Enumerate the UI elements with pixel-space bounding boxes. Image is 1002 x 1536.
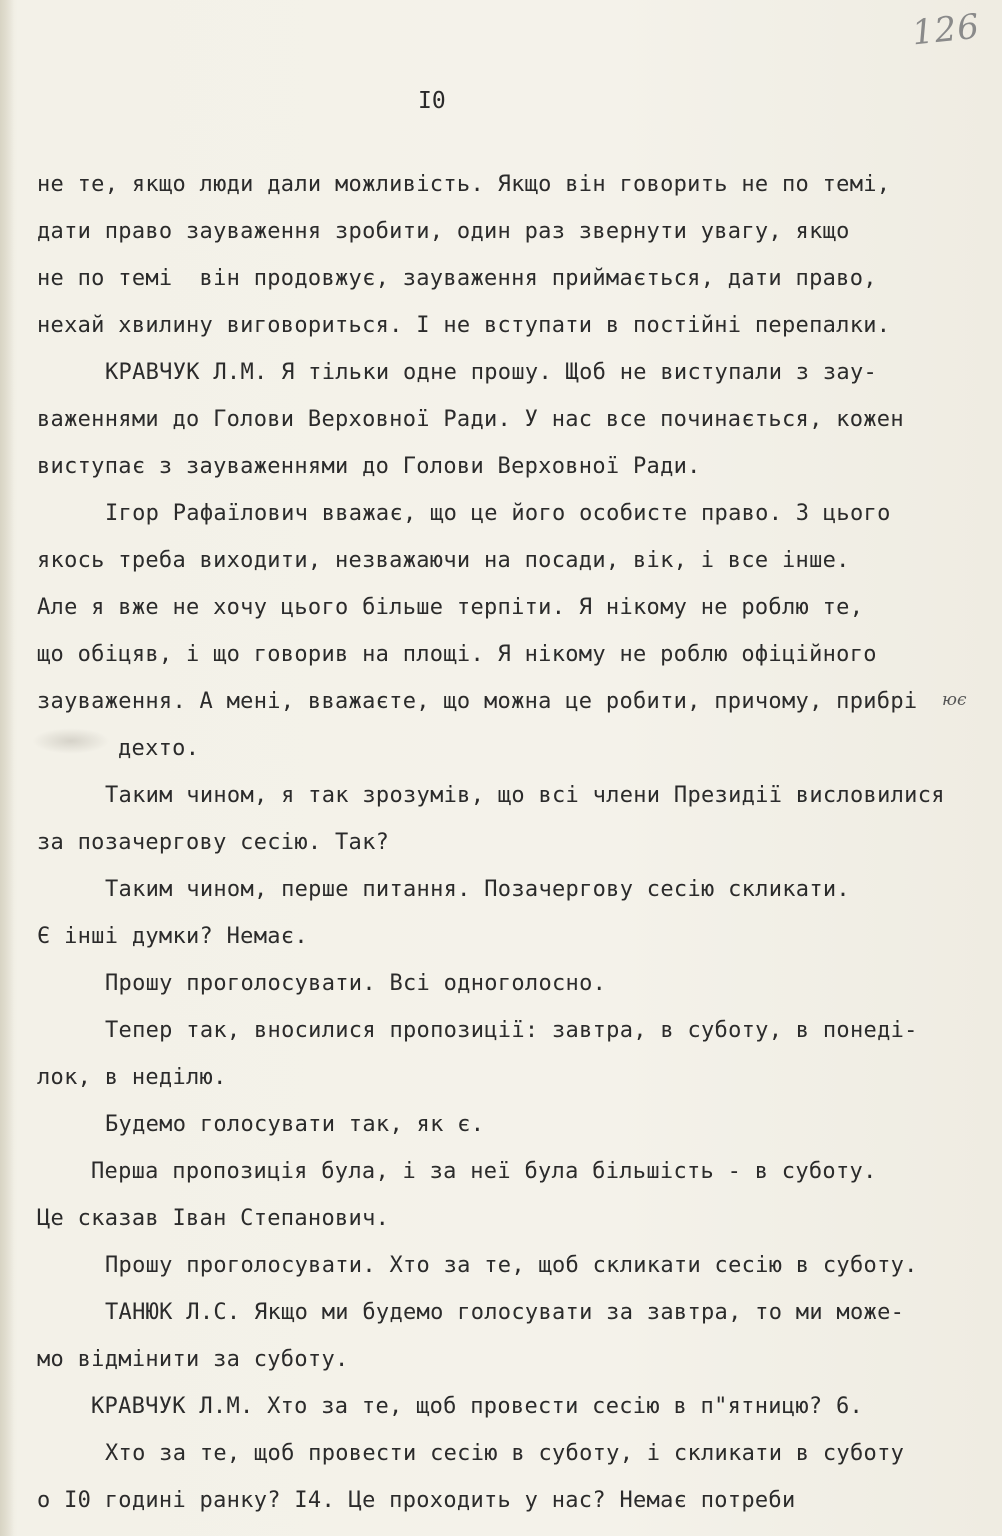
page-left-edge-shadow: [0, 0, 14, 1536]
text-line: Прошу проголосувати. Хто за те, щоб скликати сесію в суботу.: [105, 1253, 918, 1278]
text-line: нехай хвилину виговориться. І не вступати в постійні перепалки.: [37, 313, 891, 338]
text-line: Це сказав Іван Степанович.: [37, 1206, 390, 1231]
handwritten-insert: ює: [942, 690, 967, 710]
text-line: Хто за те, щоб провести сесію в суботу, і скликати в суботу: [105, 1441, 905, 1466]
text-line: за позачергову сесію. Так?: [37, 830, 390, 855]
text-line: якось треба виходити, незважаючи на посади, вік, і все інше.: [37, 548, 850, 573]
text-line: Перша пропозиція була, і за неї була більшість - в суботу.: [91, 1159, 877, 1184]
text-line: КРАВЧУК Л.М. Хто за те, щоб провести сесію в п"ятницю? 6.: [91, 1394, 864, 1419]
text-line: дехто.: [118, 736, 200, 761]
text-line: дати право зауваження зробити, один раз звернути увагу, якщо: [37, 219, 850, 244]
text-line: виступає з зауваженнями до Голови Верховної Ради.: [37, 454, 701, 479]
text-line: Будемо голосувати так, як є.: [105, 1112, 485, 1137]
archive-page-number: 126: [910, 6, 982, 54]
text-line: не по темі він продовжує, зауваження приймається, дати право,: [37, 266, 877, 291]
ink-smudge: [32, 728, 110, 754]
text-line: зауваження. А мені, вважаєте, що можна це робити, причому, прибрі: [37, 689, 918, 714]
text-line: Є інші думки? Немає.: [37, 924, 308, 949]
text-line: Ігор Рафаїлович вважає, що це його особисте право. З цього: [105, 501, 891, 526]
text-line: Але я вже не хочу цього більше терпіти. Я нікому не роблю те,: [37, 595, 864, 620]
text-line: мо відмінити за суботу.: [37, 1347, 349, 1372]
text-line: важеннями до Голови Верховної Ради. У нас все починається, кожен: [37, 407, 904, 432]
text-line: КРАВЧУК Л.М. Я тільки одне прошу. Щоб не виступали з зау-: [105, 360, 878, 385]
text-line: ТАНЮК Л.С. Якщо ми будемо голосувати за завтра, то ми може-: [105, 1300, 905, 1325]
text-line: Тепер так, вносилися пропозиції: завтра, в суботу, в понеді-: [105, 1018, 918, 1043]
text-line: що обіцяв, і що говорив на площі. Я нікому не роблю офіційного: [37, 642, 877, 667]
text-line: о I0 годині ранку? I4. Це проходить у нас? Немає потреби: [37, 1488, 796, 1513]
text-line: Прошу проголосувати. Всі одноголосно.: [105, 971, 607, 996]
text-line: Таким чином, я так зрозумів, що всі члени Президії висловилися: [105, 783, 945, 808]
text-line: лок, в неділю.: [37, 1065, 227, 1090]
text-line: Таким чином, перше питання. Позачергову сесію скликати.: [105, 877, 850, 902]
page-number: I0: [418, 88, 446, 114]
text-line: не те, якщо люди дали можливість. Якщо він говорить не по темі,: [37, 172, 891, 197]
